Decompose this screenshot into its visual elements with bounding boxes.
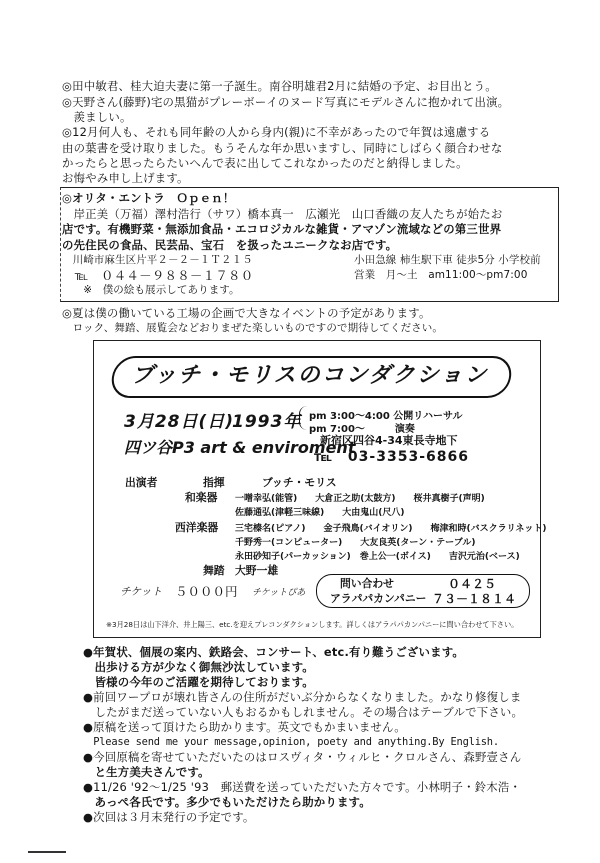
note-line: ◎12月何人も、それも同年齢の人から身内(親)に不幸があったので年賀は遠慮する [62, 125, 491, 139]
closing-english-line: Please send me your message,opinion, poety and anything.By English. [83, 736, 499, 748]
contact-number: ７３－１８１４ [432, 592, 517, 606]
western-performers: 永田砂知子(パーカッション) 巻上公一(ボイス) 吉沢元治(ベース) [235, 552, 520, 562]
shop-access: 小田急線 柿生駅下車 徒歩5分 小学校前 [354, 254, 541, 266]
japanese-instruments-label: 和楽器 [185, 491, 218, 504]
concert-title: ブッチ・モリスのコンダクション [131, 362, 489, 388]
shop-address: 川崎市麻生区片平２－２－１Ｔ２１５ [62, 254, 253, 266]
dance-performer: 大野一雄 [235, 564, 279, 577]
note-line: ◎田中敏君、桂大迫夫妻に第一子誕生。南谷明雄君2月に結婚の予定、お目出とう。 [62, 79, 497, 93]
closing-line: ●11/26 '92〜1/25 '93 郵送費を送っていただいた方々です。小林明子・鈴木浩・ [83, 780, 522, 794]
shop-note: ※ 僕の絵も展示してあります。 [62, 284, 240, 296]
closing-line: ●今回原稿を寄せていただいたのはロスヴィタ・ウィルヒ・クロルさん、森野壹さん [83, 750, 522, 764]
western-performers: 三宅榛名(ピアノ) 金子飛鳥(バイオリン) 梅津和時(バスクラリネット) [235, 524, 547, 534]
dance-label: 舞踏 [203, 564, 225, 577]
closing-line: ●次回は３月末発行の予定です。 [83, 810, 255, 824]
contact-label: 問い合わせ [340, 577, 394, 590]
japanese-performers: 佐藤通弘(津軽三味線) 大由鬼山(尺八) [235, 508, 405, 518]
shop-line: の先住民の食品、民芸品、宝石 を扱ったユニークなお店です。 [62, 238, 398, 252]
shop-line: 店です。有機野菜・無添加食品・エコロジカルな雑貨・アマゾン流域などの第三世界 [62, 222, 502, 236]
conductor-label: 指揮 [203, 476, 225, 489]
closing-line: ●年賀状、個展の案内、鉄路会、コンサート、etc.有り難うございます。 [83, 645, 464, 659]
closing-line: と生方美夫さんです。 [83, 765, 210, 779]
closing-line: ●前回ワープロが壊れ皆さんの住所がだいぶ分からなくなりました。かなり修復しま [83, 690, 522, 704]
note-line: 羨ましい。 [62, 110, 132, 124]
closing-line: 出歩ける方が少なく御無沙汰しています。 [83, 660, 314, 674]
closing-line: したがまだ送っていない人もおるかもしれません。その場合はテーブルで下さい。 [83, 705, 524, 719]
shop-line: 岸正美（万福）澤村浩行（サワ）橋本真一 広瀬光 山口香織の友人たちが始たお [62, 207, 503, 221]
ticket-label: チケット [120, 585, 163, 598]
performers-label: 出演者 [125, 476, 158, 489]
contact-company: アラパパカンパニー [330, 592, 427, 605]
note-line: ◎天野さん(藤野)宅の黒猫がプレーボーイのヌード写真にモデルさんに抱かれて出演。 [62, 95, 510, 109]
concert-date: 3月28日(日) [124, 412, 235, 432]
page-mark [28, 851, 66, 853]
ticket-outlet: チケットぴあ [252, 588, 306, 598]
japanese-performers: 一噌幸弘(能管) 大倉正之助(太鼓方) 桜井真樹子(声明) [235, 494, 485, 504]
shop-title: ◎オリタ・エントラ Ｏｐｅｎ！ [62, 191, 235, 205]
schedule-rehearsal: pm 3:00〜4:00 公開リハーサル [309, 411, 463, 422]
venue-tel: ℡ 03-3353-6866 [314, 449, 469, 465]
closing-line: あっぺ各氏です。多少でもいただけたら助かります。 [83, 795, 371, 809]
shop-hours: 営業 月〜土 am11:00〜pm7:00 [354, 269, 528, 281]
summer-line: ◎夏は僕の働いている工場の企画で大きなイベントの予定があります。 [62, 306, 431, 320]
western-instruments-label: 西洋楽器 [175, 521, 219, 534]
western-performers: 千野秀一(コンピューター) 大友良英(ターン・テーブル) [235, 538, 476, 548]
concert-footnote: ※3月28日は山下洋介、井上陽三、etc.を迎えプレコンダクションします。詳しくはアラパパカンパニーに問い合わせて下さい。 [106, 620, 519, 629]
shop-tel: ℡ ０４４－９８８－１７８０ [62, 268, 254, 283]
note-line: お悔やみ申し上げます。 [62, 171, 189, 185]
contact-area-code: ０４２５ [448, 577, 497, 591]
venue-address: 新宿区四谷4-34東長寺地下 [320, 434, 458, 447]
summer-line: ロック、舞踏、展覧会などおりまぜた楽しいものですので期待してください。 [62, 322, 443, 334]
note-line: かったらと思ったらたいへんで表に出してこれなかったのだと納得しました。 [62, 156, 468, 170]
schedule-performance: pm 7:00〜 演奏 [309, 424, 415, 435]
closing-line: 皆様の今年のご活躍を期待しております。 [83, 675, 314, 689]
note-line: 由の葉書を受け取りました。もうそんな年か思いますし、同時にしばらく顔合わせな [62, 141, 503, 155]
concert-venue: 四ツ谷P3 art & enviroment [124, 438, 356, 457]
ticket-price: ５０００円 [175, 584, 238, 599]
closing-line: ●原稿を送って頂けたら助かります。英文でもかまいません。 [83, 720, 406, 734]
concert-year: 1993年 [232, 412, 302, 432]
conductor-name: ブッチ・モリス [262, 476, 337, 489]
schedule-bracket [299, 406, 308, 430]
